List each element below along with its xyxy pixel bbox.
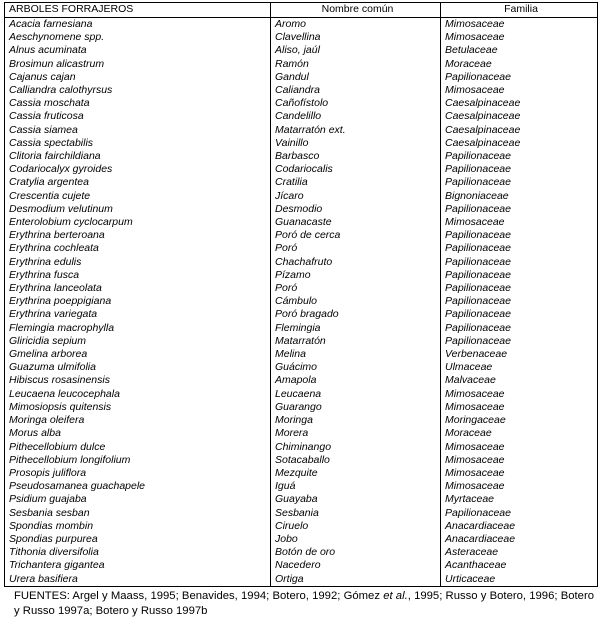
table-body bbox=[5, 18, 598, 587]
common-name-cell: Flemingia bbox=[271, 322, 441, 335]
scientific-name-cell: Erythrina poeppigiana bbox=[5, 295, 271, 308]
family-cell: Anacardiaceae bbox=[441, 520, 598, 533]
common-name-cell: Morera bbox=[271, 427, 441, 440]
common-name-cell: Sotacaballo bbox=[271, 454, 441, 467]
scientific-name-cell: Moringa oleifera bbox=[5, 414, 271, 427]
scientific-name-cell: Mimosiopsis quitensis bbox=[5, 401, 271, 414]
scientific-name-cell: Erythrina edulis bbox=[5, 256, 271, 269]
scientific-name-cell: Guazuma ulmifolia bbox=[5, 361, 271, 374]
table-row bbox=[5, 441, 598, 454]
scientific-name-cell: Prosopis juliflora bbox=[5, 467, 271, 480]
scientific-name-cell: Cassia spectabilis bbox=[5, 137, 271, 150]
scientific-name-cell: Spondias mombin bbox=[5, 520, 271, 533]
family-cell: Papilionaceae bbox=[441, 507, 598, 520]
table-row bbox=[5, 507, 598, 520]
common-name-cell: Poró bbox=[271, 242, 441, 255]
table-row bbox=[5, 573, 598, 587]
scientific-name-cell: Desmodium velutinum bbox=[5, 203, 271, 216]
table-row bbox=[5, 335, 598, 348]
family-cell: Caesalpinaceae bbox=[441, 137, 598, 150]
table-row bbox=[5, 176, 598, 189]
table-row bbox=[5, 361, 598, 374]
common-name-cell: Ortiga bbox=[271, 573, 441, 587]
common-name-cell: Melina bbox=[271, 348, 441, 361]
family-cell: Mimosaceae bbox=[441, 216, 598, 229]
scientific-name-cell: Codariocalyx gyroides bbox=[5, 163, 271, 176]
common-name-cell: Guácimo bbox=[271, 361, 441, 374]
family-cell: Papilionaceae bbox=[441, 256, 598, 269]
family-cell: Papilionaceae bbox=[441, 163, 598, 176]
header-family: Familia bbox=[441, 3, 598, 18]
scientific-name-cell: Clitoria fairchildiana bbox=[5, 150, 271, 163]
table-row bbox=[5, 190, 598, 203]
family-cell: Caesalpinaceae bbox=[441, 124, 598, 137]
scientific-name-cell: Erythrina variegata bbox=[5, 308, 271, 321]
scientific-name-cell: Acacia farnesiana bbox=[5, 18, 271, 32]
scientific-name-cell: Flemingia macrophylla bbox=[5, 322, 271, 335]
footnote-text-a: FUENTES: Argel y Maass, 1995; Benavides, 1994; Botero, 1992; Gómez bbox=[14, 589, 384, 602]
table-row bbox=[5, 150, 598, 163]
common-name-cell: Chiminango bbox=[271, 441, 441, 454]
common-name-cell: Matarratón bbox=[271, 335, 441, 348]
scientific-name-cell: Spondias purpurea bbox=[5, 533, 271, 546]
scientific-name-cell: Calliandra calothyrsus bbox=[5, 84, 271, 97]
scientific-name-cell: Trichantera gigantea bbox=[5, 559, 271, 572]
table-row bbox=[5, 308, 598, 321]
family-cell: Asteraceae bbox=[441, 546, 598, 559]
table-row bbox=[5, 269, 598, 282]
table-row bbox=[5, 137, 598, 150]
scientific-name-cell: Cassia siamea bbox=[5, 124, 271, 137]
scientific-name-cell: Pithecellobium dulce bbox=[5, 441, 271, 454]
table-row bbox=[5, 242, 598, 255]
table-row bbox=[5, 427, 598, 440]
table-row bbox=[5, 58, 598, 71]
scientific-name-cell: Alnus acuminata bbox=[5, 44, 271, 57]
table-row bbox=[5, 110, 598, 123]
table-row bbox=[5, 520, 598, 533]
family-cell: Papilionaceae bbox=[441, 176, 598, 189]
family-cell: Moringaceae bbox=[441, 414, 598, 427]
common-name-cell: Clavellina bbox=[271, 31, 441, 44]
family-cell: Moraceae bbox=[441, 58, 598, 71]
family-cell: Caesalpinaceae bbox=[441, 97, 598, 110]
common-name-cell: Jícaro bbox=[271, 190, 441, 203]
family-cell: Papilionaceae bbox=[441, 203, 598, 216]
common-name-cell: Guayaba bbox=[271, 493, 441, 506]
common-name-cell: Iguá bbox=[271, 480, 441, 493]
family-cell: Mimosaceae bbox=[441, 454, 598, 467]
family-cell: Papilionaceae bbox=[441, 229, 598, 242]
common-name-cell: Matarratón ext. bbox=[271, 124, 441, 137]
family-cell: Mimosaceae bbox=[441, 388, 598, 401]
table-row bbox=[5, 84, 598, 97]
family-cell: Mimosaceae bbox=[441, 18, 598, 32]
common-name-cell: Barbasco bbox=[271, 150, 441, 163]
family-cell: Acanthaceae bbox=[441, 559, 598, 572]
common-name-cell: Chachafruto bbox=[271, 256, 441, 269]
common-name-cell: Aliso, jaúl bbox=[271, 44, 441, 57]
family-cell: Anacardiaceae bbox=[441, 533, 598, 546]
table-row bbox=[5, 414, 598, 427]
table-row bbox=[5, 295, 598, 308]
family-cell: Papilionaceae bbox=[441, 71, 598, 84]
table-row bbox=[5, 322, 598, 335]
family-cell: Betulaceae bbox=[441, 44, 598, 57]
table-row bbox=[5, 493, 598, 506]
family-cell: Ulmaceae bbox=[441, 361, 598, 374]
common-name-cell: Poró bragado bbox=[271, 308, 441, 321]
common-name-cell: Vainillo bbox=[271, 137, 441, 150]
header-common-name: Nombre común bbox=[271, 3, 441, 18]
table-row bbox=[5, 467, 598, 480]
table-row bbox=[5, 97, 598, 110]
scientific-name-cell: Erythrina lanceolata bbox=[5, 282, 271, 295]
table-row bbox=[5, 401, 598, 414]
scientific-name-cell: Pithecellobium longifolium bbox=[5, 454, 271, 467]
common-name-cell: Cámbulo bbox=[271, 295, 441, 308]
scientific-name-cell: Cassia moschata bbox=[5, 97, 271, 110]
family-cell: Papilionaceae bbox=[441, 335, 598, 348]
table-row bbox=[5, 71, 598, 84]
table-row bbox=[5, 124, 598, 137]
footnote-italic: et al. bbox=[383, 589, 408, 602]
table-row bbox=[5, 203, 598, 216]
family-cell: Moraceae bbox=[441, 427, 598, 440]
scientific-name-cell: Aeschynomene spp. bbox=[5, 31, 271, 44]
table-row bbox=[5, 31, 598, 44]
common-name-cell: Caliandra bbox=[271, 84, 441, 97]
table-row bbox=[5, 282, 598, 295]
family-cell: Papilionaceae bbox=[441, 295, 598, 308]
scientific-name-cell: Tithonia diversifolia bbox=[5, 546, 271, 559]
common-name-cell: Jobo bbox=[271, 533, 441, 546]
scientific-name-cell: Gliricidia sepium bbox=[5, 335, 271, 348]
common-name-cell: Guarango bbox=[271, 401, 441, 414]
table-row bbox=[5, 559, 598, 572]
common-name-cell: Guanacaste bbox=[271, 216, 441, 229]
common-name-cell: Poró bbox=[271, 282, 441, 295]
family-cell: Bignoniaceae bbox=[441, 190, 598, 203]
family-cell: Mimosaceae bbox=[441, 480, 598, 493]
family-cell: Mimosaceae bbox=[441, 467, 598, 480]
family-cell: Malvaceae bbox=[441, 374, 598, 387]
scientific-name-cell: Sesbania sesban bbox=[5, 507, 271, 520]
family-cell: Mimosaceae bbox=[441, 441, 598, 454]
family-cell: Caesalpinaceae bbox=[441, 110, 598, 123]
scientific-name-cell: Erythrina berteroana bbox=[5, 229, 271, 242]
forage-trees-table bbox=[4, 2, 598, 587]
table-row bbox=[5, 388, 598, 401]
table-row bbox=[5, 44, 598, 57]
sources-footnote bbox=[4, 589, 594, 619]
family-cell: Urticaceae bbox=[441, 573, 598, 587]
family-cell: Myrtaceae bbox=[441, 493, 598, 506]
table-row bbox=[5, 374, 598, 387]
scientific-name-cell: Cassia fruticosa bbox=[5, 110, 271, 123]
family-cell: Papilionaceae bbox=[441, 308, 598, 321]
scientific-name-cell: Brosimun alicastrum bbox=[5, 58, 271, 71]
family-cell: Papilionaceae bbox=[441, 150, 598, 163]
common-name-cell: Aromo bbox=[271, 18, 441, 32]
family-cell: Papilionaceae bbox=[441, 269, 598, 282]
header-scientific-name: ARBOLES FORRAJEROS bbox=[5, 3, 271, 18]
common-name-cell: Mezquite bbox=[271, 467, 441, 480]
table-row bbox=[5, 216, 598, 229]
table-row bbox=[5, 546, 598, 559]
family-cell: Papilionaceae bbox=[441, 322, 598, 335]
family-cell: Mimosaceae bbox=[441, 401, 598, 414]
common-name-cell: Nacedero bbox=[271, 559, 441, 572]
table-row bbox=[5, 163, 598, 176]
common-name-cell: Sesbania bbox=[271, 507, 441, 520]
scientific-name-cell: Cratylia argentea bbox=[5, 176, 271, 189]
common-name-cell: Pízamo bbox=[271, 269, 441, 282]
table-row bbox=[5, 18, 598, 32]
family-cell: Papilionaceae bbox=[441, 242, 598, 255]
scientific-name-cell: Pseudosamanea guachapele bbox=[5, 480, 271, 493]
family-cell: Mimosaceae bbox=[441, 31, 598, 44]
footnote-text-b: , 1995; Russo y Botero, 1996; Botero y Russo 1997a; Botero y Russo 1997b bbox=[14, 589, 594, 617]
common-name-cell: Amapola bbox=[271, 374, 441, 387]
common-name-cell: Ramón bbox=[271, 58, 441, 71]
table-row bbox=[5, 533, 598, 546]
common-name-cell: Leucaena bbox=[271, 388, 441, 401]
common-name-cell: Poró de cerca bbox=[271, 229, 441, 242]
common-name-cell: Cratilia bbox=[271, 176, 441, 189]
common-name-cell: Gandul bbox=[271, 71, 441, 84]
table-row bbox=[5, 480, 598, 493]
document bbox=[4, 2, 597, 619]
table-row bbox=[5, 229, 598, 242]
scientific-name-cell: Gmelina arborea bbox=[5, 348, 271, 361]
table-row bbox=[5, 348, 598, 361]
header-row bbox=[5, 3, 598, 18]
scientific-name-cell: Cajanus cajan bbox=[5, 71, 271, 84]
scientific-name-cell: Leucaena leucocephala bbox=[5, 388, 271, 401]
scientific-name-cell: Erythrina cochleata bbox=[5, 242, 271, 255]
common-name-cell: Candelillo bbox=[271, 110, 441, 123]
common-name-cell: Codariocalis bbox=[271, 163, 441, 176]
scientific-name-cell: Urera basifiera bbox=[5, 573, 271, 587]
common-name-cell: Desmodio bbox=[271, 203, 441, 216]
scientific-name-cell: Morus alba bbox=[5, 427, 271, 440]
common-name-cell: Moringa bbox=[271, 414, 441, 427]
family-cell: Mimosaceae bbox=[441, 84, 598, 97]
common-name-cell: Ciruelo bbox=[271, 520, 441, 533]
common-name-cell: Botón de oro bbox=[271, 546, 441, 559]
scientific-name-cell: Erythrina fusca bbox=[5, 269, 271, 282]
table-row bbox=[5, 454, 598, 467]
family-cell: Verbenaceae bbox=[441, 348, 598, 361]
scientific-name-cell: Psidium guajaba bbox=[5, 493, 271, 506]
table-row bbox=[5, 256, 598, 269]
family-cell: Papilionaceae bbox=[441, 282, 598, 295]
scientific-name-cell: Crescentia cujete bbox=[5, 190, 271, 203]
scientific-name-cell: Enterolobium cyclocarpum bbox=[5, 216, 271, 229]
common-name-cell: Cañofístolo bbox=[271, 97, 441, 110]
scientific-name-cell: Hibiscus rosasinensis bbox=[5, 374, 271, 387]
